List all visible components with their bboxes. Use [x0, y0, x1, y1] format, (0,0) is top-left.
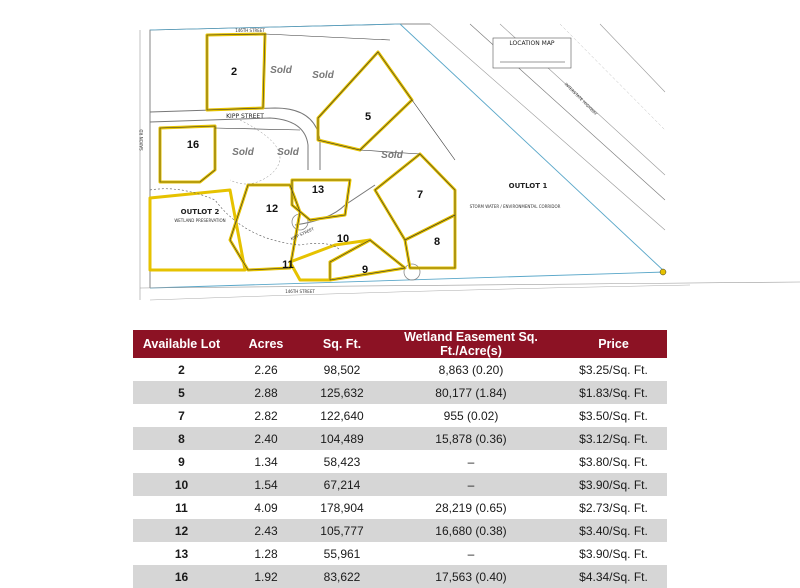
cell-acres: 1.92 — [230, 565, 302, 588]
sold-label-1: Sold — [270, 65, 292, 76]
location-map-label: LOCATION MAP — [509, 40, 555, 47]
kipp-street-court-label: KIPP STREET — [289, 226, 315, 242]
cell-lot: 9 — [178, 454, 185, 469]
lot-label-10: 10 — [336, 233, 350, 245]
table-row — [133, 542, 667, 565]
table-row — [133, 358, 667, 381]
lot-label-7: 7 — [416, 189, 424, 201]
lot-label-5: 5 — [364, 111, 372, 123]
south-street-label: 146TH STREET — [285, 289, 315, 294]
sold-label-3: Sold — [232, 147, 254, 158]
cell-sq-ft: 104,489 — [302, 427, 382, 450]
cell-wetland: 15,878 (0.36) — [382, 427, 560, 450]
table-row — [133, 404, 667, 427]
outlot-2-label: OUTLOT 2 — [180, 208, 220, 216]
table-row — [133, 450, 667, 473]
cell-acres: 2.88 — [230, 381, 302, 404]
cell-lot: 5 — [133, 381, 230, 404]
table-row — [133, 565, 667, 588]
cell-price: $2.73/Sq. Ft. — [579, 500, 648, 515]
header-price: Price — [560, 330, 667, 358]
table-row — [133, 496, 667, 519]
cell-sq-ft: 122,640 — [320, 408, 364, 423]
cell-wetland: – — [467, 546, 475, 561]
lot-label-16: 16 — [186, 139, 200, 151]
cell-wetland: – — [382, 473, 560, 496]
cell-wetland: 80,177 (1.84) — [382, 381, 560, 404]
lot-label-13: 13 — [311, 184, 325, 196]
cell-lot: 10 — [133, 473, 230, 496]
cell-price: $3.90/Sq. Ft. — [579, 546, 648, 561]
cell-acres: 1.54 — [230, 473, 302, 496]
sold-label-2: Sold — [312, 70, 334, 81]
cell-wetland: 8,863 (0.20) — [438, 362, 504, 377]
lot-boundaries — [150, 34, 455, 280]
cell-sq-ft: 67,214 — [302, 473, 382, 496]
cell-sq-ft: 98,502 — [323, 362, 361, 377]
storm-water-corridor-label: STORM WATER / ENVIRONMENTAL CORRIDOR — [469, 204, 561, 209]
cell-price: $3.25/Sq. Ft. — [579, 362, 648, 377]
cell-price: $4.34/Sq. Ft. — [560, 565, 667, 588]
table-row — [133, 519, 667, 542]
cell-acres: 2.26 — [254, 362, 278, 377]
sold-label-4: Sold — [277, 147, 299, 158]
header-acres: Acres — [230, 330, 302, 358]
interstate-label: INTERSTATE HIGHWAY — [563, 81, 599, 117]
lot-label-2: 2 — [230, 66, 238, 78]
cell-wetland: – — [467, 454, 475, 469]
table-row — [133, 427, 667, 450]
cell-acres: 2.43 — [230, 519, 302, 542]
cell-lot: 7 — [178, 408, 185, 423]
interstate-lane-4 — [600, 24, 665, 92]
header-sq-ft: Sq. Ft. — [302, 330, 382, 358]
lot-label-8: 8 — [433, 236, 441, 248]
cell-sq-ft: 55,961 — [323, 546, 361, 561]
cell-acres: 2.40 — [230, 427, 302, 450]
lot-label-11: 11 — [282, 259, 294, 271]
cell-sq-ft: 105,777 — [302, 519, 382, 542]
cell-lot: 11 — [175, 500, 188, 515]
kipp-street-label: KIPP STREET — [226, 113, 264, 120]
sold-label-5: Sold — [381, 150, 403, 161]
lot-label-12: 12 — [265, 203, 279, 215]
corner-marker — [660, 269, 666, 275]
header-available-lot: Available Lot — [133, 330, 230, 358]
cell-acres: 2.82 — [254, 408, 278, 423]
cell-wetland: 16,680 (0.38) — [382, 519, 560, 542]
table-header-row — [133, 330, 667, 358]
lot-label-9: 9 — [361, 264, 369, 276]
available-lots-table — [133, 330, 667, 588]
header-wetland-easement: Wetland Easement Sq. Ft./Acre(s) — [382, 330, 560, 358]
cell-lot: 2 — [178, 362, 185, 377]
cell-price: $3.50/Sq. Ft. — [579, 408, 648, 423]
cul-de-sac-south — [404, 264, 420, 280]
cell-price: $1.83/Sq. Ft. — [560, 381, 667, 404]
north-line — [150, 24, 400, 30]
cell-price: $3.90/Sq. Ft. — [560, 473, 667, 496]
cell-acres: 4.09 — [254, 500, 278, 515]
cell-lot: 16 — [133, 565, 230, 588]
cell-lot: 12 — [133, 519, 230, 542]
cell-lot: 13 — [174, 546, 189, 561]
kipp-street-south-edge — [150, 118, 308, 170]
cell-sq-ft: 83,622 — [302, 565, 382, 588]
cell-sq-ft: 178,904 — [320, 500, 364, 515]
cell-acres: 1.34 — [254, 454, 278, 469]
cell-acres: 1.28 — [254, 546, 278, 561]
north-street-label: 146TH STREET — [235, 28, 265, 33]
cell-lot: 8 — [133, 427, 230, 450]
west-road-label: SAXON RD — [139, 129, 144, 151]
cell-sq-ft: 58,423 — [323, 454, 361, 469]
cell-price: $3.80/Sq. Ft. — [579, 454, 648, 469]
table-row — [133, 381, 667, 404]
cell-wetland: 17,563 (0.40) — [382, 565, 560, 588]
cell-price: $3.40/Sq. Ft. — [560, 519, 667, 542]
cell-price: $3.12/Sq. Ft. — [560, 427, 667, 450]
cell-sq-ft: 125,632 — [302, 381, 382, 404]
cell-wetland: 28,219 (0.65) — [435, 500, 507, 515]
interstate-lane-5 — [560, 24, 665, 130]
wetland-preservation-label: WETLAND PRESERVATION — [174, 218, 226, 223]
cell-wetland: 955 (0.02) — [443, 408, 499, 423]
outlot-1-label: OUTLOT 1 — [508, 182, 548, 190]
table-row — [133, 473, 667, 496]
